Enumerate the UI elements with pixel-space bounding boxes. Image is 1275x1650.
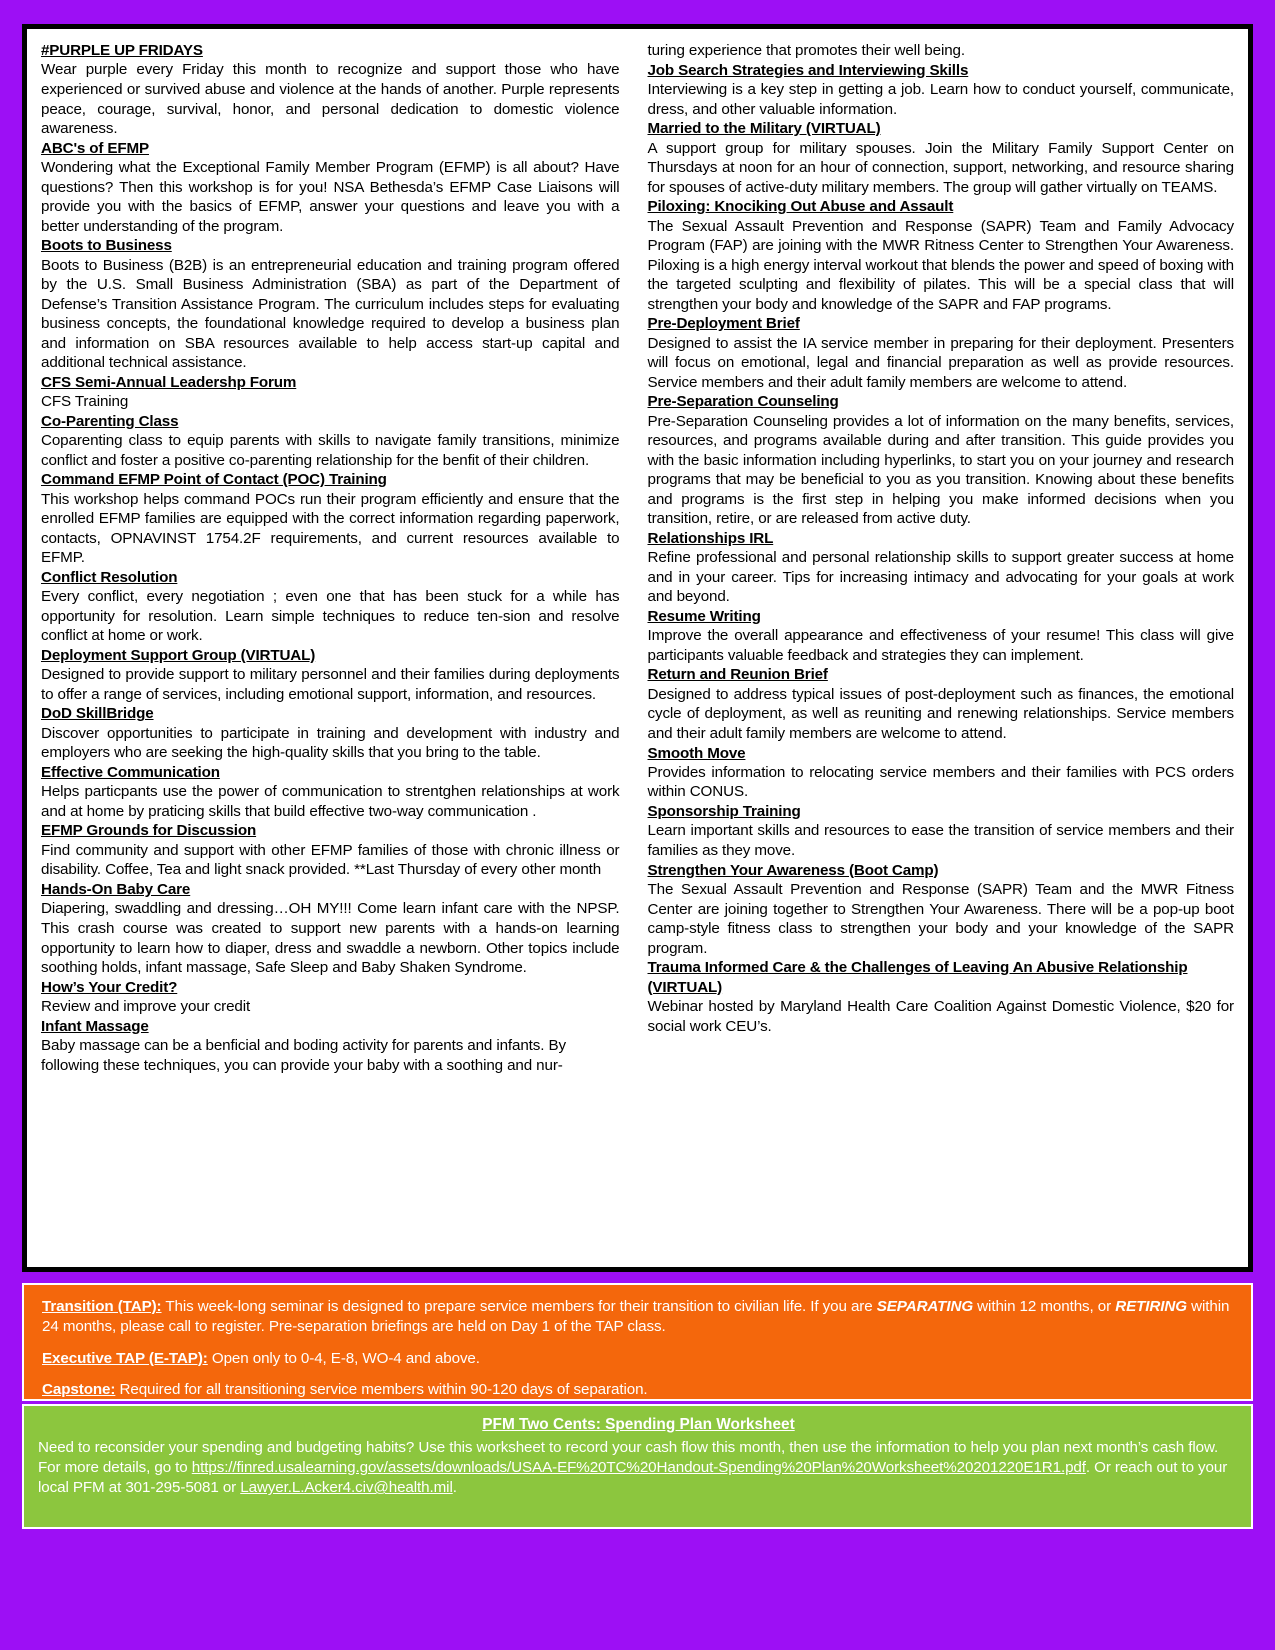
program-description: Boots to Business (B2B) is an entrepreneurial education and training program offered by the U.S. Small Business Administration (SBA) as part of the Department of Defense’s Transition Assistance Program. The curriculum includes steps for evaluating business concepts, the foundational knowledge required to develop a business plan and information on SBA resources available to help access start-up capital and additional technical assistance. (41, 256, 620, 372)
program-title: Hands-On Baby Care (41, 880, 191, 898)
transition-tap-text-2: within 12 months, or (973, 1298, 1116, 1315)
program-description: Coparenting class to equip parents with skills to navigate family transitions, minimize conflict and foster a positive co-parenting relationship for the benfit of their children. (41, 432, 620, 469)
program-entry (648, 607, 1235, 666)
program-description: The Sexual Assault Prevention and Response (SAPR) Team and the MWR Fitness Center are joining together to Strengthen Your Awareness. There will be a pop-up boot camp-style fitness class to strengthen your body and your knowledge of the SAPR program. (647, 880, 1234, 957)
program-description: Find community and support with other EFMP families of those with chronic illness or disability. Coffee, Tea and light snack provided. **Last Thursday of every other month (41, 841, 620, 879)
program-title: Command EFMP Point of Contact (POC) Training (41, 471, 387, 489)
pfm-body-text-1: Need to reconsider your spending and budgeting habits? Use this worksheet to record your cash flow this month, then use the information to help you plan next month’s cash flow. (38, 1439, 1219, 1456)
program-title: Sponsorship Training (647, 803, 801, 821)
program-entry (41, 412, 620, 471)
program-entry (41, 236, 620, 373)
separating-emphasis: SEPARATING (876, 1298, 974, 1315)
program-description: Discover opportunities to participate in training and development with industry and employers who are seeking the high-quality skills that you bring to the table. (41, 724, 620, 762)
retiring-emphasis: RETIRING (1115, 1298, 1187, 1315)
program-entry (648, 802, 1235, 861)
worksheet-link[interactable]: https://finred.usalearning.gov/assets/downloads/USAA-EF%20TC%20Handout-Spending%20Plan%20Worksheet%20201220E1R1.pdf (191, 1459, 1086, 1477)
program-entry (41, 1017, 620, 1076)
program-title: ABC's of EFMP (41, 139, 149, 157)
pfm-panel-title: PFM Two Cents: Spending Plan Worksheet (482, 1416, 795, 1433)
program-entry (648, 314, 1235, 392)
program-title: CFS Semi-Annual Leadershp Forum (41, 373, 297, 391)
pfm-body-text-3: . Or reach out to your local PFM at 301-295-5081 or (38, 1459, 1228, 1497)
program-description: Wear purple every Friday this month to recognize and support those who have experienced or survived abuse and violence at the hands of another. Purple represents peace, courage, survival, honor, and personal dedication to domestic violence awareness. (41, 61, 620, 138)
executive-tap-line (42, 1349, 1235, 1369)
program-description: Interviewing is a key step in getting a job. Learn how to conduct yourself, communicate, dress, and other valuable information. (647, 80, 1234, 118)
transition-tap-text-1: This week-long seminar is designed to prepare service members for their transition to civilian life. If you are (161, 1298, 877, 1315)
program-title: #PURPLE UP FRIDAYS (41, 42, 203, 59)
pfm-panel-details (38, 1458, 1239, 1498)
executive-tap-label: Executive TAP (E-TAP): (42, 1349, 208, 1367)
program-title: DoD SkillBridge (41, 705, 154, 723)
program-entry (41, 880, 620, 978)
program-entry (648, 61, 1235, 120)
program-title: Deployment Support Group (VIRTUAL) (41, 646, 316, 664)
program-entry (41, 978, 620, 1017)
two-column-layout (27, 29, 1248, 1267)
program-entry (648, 861, 1235, 959)
program-entry (41, 568, 620, 646)
program-entry (41, 821, 620, 880)
program-entry (648, 197, 1235, 314)
pfm-body-text-4: . (452, 1479, 457, 1497)
program-entry (41, 373, 620, 412)
program-title: Pre-Deployment Brief (647, 315, 800, 333)
transition-tap-label: Transition (TAP): (42, 1298, 162, 1315)
executive-tap-text: Open only to 0-4, E-8, WO-4 and above. (207, 1349, 480, 1367)
program-entry (41, 704, 620, 763)
program-description: Designed to address typical issues of post-deployment such as finances, the emotional cycle of deployment, as well as reuniting and renewing relationships. Service members and their adult family members are welcome to attend. (647, 685, 1234, 742)
program-title: Smooth Move (647, 744, 746, 762)
program-description: Webinar hosted by Maryland Health Care Coalition Against Domestic Violence, $20 for social work CEU’s. (647, 998, 1234, 1035)
pfm-body-text-2: For more details, go to (38, 1459, 192, 1477)
program-title: Infant Massage (41, 1017, 149, 1035)
program-description: turing experience that promotes their well being. (647, 42, 965, 59)
program-entry (41, 646, 620, 705)
capstone-line (42, 1380, 1235, 1400)
program-description: Improve the overall appearance and effectiveness of your resume! This class will give participants valuable feedback and strategies they can implement. (647, 627, 1234, 664)
program-entry (648, 958, 1235, 1036)
program-description: The Sexual Assault Prevention and Response (SAPR) Team and Family Advocacy Program (FAP) are joining with the MWR Ritness Center to Strengthen Your Awareness. Piloxing is a high energy interval workout that blends the power and speed of boxing with the targeted sculpting and flexibility of pilates. This will be a special class that will strengthen your body and knowledge of the SAPR and FAP programs. (647, 217, 1234, 313)
transition-tap-text-3: within 24 months, please call to register. Pre-separation briefings are held on Day 1 of the TAP class. (42, 1298, 1230, 1335)
program-entry (648, 119, 1235, 197)
program-entry (41, 139, 620, 237)
tap-info-panel (22, 1283, 1253, 1401)
program-description: Review and improve your credit (41, 998, 251, 1016)
pfm-panel (22, 1404, 1253, 1529)
program-title: Conflict Resolution (41, 568, 178, 586)
program-description: Helps particpants use the power of communication to strentghen relationships at work and at home by praticing skills that build effective two-way communication . (41, 783, 620, 820)
programs-card (22, 24, 1253, 1272)
capstone-label: Capstone: (42, 1381, 116, 1399)
capstone-text: Required for all transitioning service members within 90-120 days of separation. (115, 1381, 648, 1399)
program-entry-continuation (648, 41, 1235, 61)
program-title: EFMP Grounds for Discussion (41, 822, 257, 840)
program-entry (648, 744, 1235, 803)
program-description: Designed to assist the IA service member in preparing for their deployment. Presenters will focus on emotional, legal and financial preparation as well as provide resources. Service members and their adult family members are welcome to attend. (647, 334, 1234, 391)
program-title: Job Search Strategies and Interviewing Skills (647, 61, 969, 79)
program-title: Strengthen Your Awareness (Boot Camp) (647, 861, 939, 879)
program-description: A support group for military spouses. Join the Military Family Support Center on Thursdays at noon for an hour of connection, support, networking, and resource sharing for spouses of active-duty military members. The group will gather virtually on TEAMS. (647, 139, 1234, 196)
program-title: Return and Reunion Brief (647, 666, 828, 684)
pfm-panel-body (38, 1438, 1239, 1458)
program-description: CFS Training (41, 393, 129, 411)
program-title: Co-Parenting Class (41, 412, 179, 430)
program-title: Married to the Military (VIRTUAL) (647, 120, 881, 138)
program-title: Effective Communication (41, 763, 220, 781)
program-entry (648, 665, 1235, 743)
program-title: Resume Writing (647, 607, 761, 625)
program-description: Baby massage can be a benficial and boding activity for parents and infants. By following these techniques, you can provide your baby with a soothing and nur- (41, 1037, 566, 1074)
program-title: How’s Your Credit? (41, 978, 178, 996)
left-column (41, 41, 638, 1259)
program-title: Piloxing: Knociking Out Abuse and Assault (647, 198, 954, 216)
program-entry (41, 763, 620, 822)
program-entry (648, 392, 1235, 529)
program-title: Relationships IRL (647, 529, 774, 547)
program-title: Boots to Business (41, 237, 172, 255)
program-description: Designed to provide support to military personnel and their families during deployments to offer a range of services, including emotional support, information, and resources. (41, 666, 620, 703)
program-title: Pre-Separation Counseling (647, 393, 839, 411)
program-description: Diapering, swaddling and dressing…OH MY!!! Come learn infant care with the NPSP. This crash course was created to support new parents with a hands-on learning opportunity to learn how to diaper, dress and swaddle a newborn. Other topics include soothing holds, infant massage, Safe Sleep and Baby Shaken Syndrome. (41, 900, 620, 977)
right-column (638, 41, 1235, 1259)
program-entry (41, 470, 620, 568)
program-description: Every conflict, every negotiation ; even one that has been stuck for a while has opportunity for resolution. Learn simple techniques to reduce ten-sion and resolve conflict at home or work. (41, 588, 620, 645)
pfm-email-link[interactable]: Lawyer.L.Acker4.civ@health.mil (240, 1479, 453, 1497)
program-entry (648, 529, 1235, 607)
program-description: This workshop helps command POCs run their program efficiently and ensure that the enrolled EFMP families are equipped with the correct information regarding paperwork, contacts, OPNAVINST 1754.2F requirements, and current resources available to EFMP. (41, 490, 620, 567)
program-description: Refine professional and personal relationship skills to support greater success at home and in your career. Tips for increasing intimacy and advocating for your goals at work and beyond. (647, 549, 1234, 606)
program-description: Wondering what the Exceptional Family Member Program (EFMP) is all about? Have questions? Then this workshop is for you! NSA Bethesda’s EFMP Case Liaisons will provide you with the basics of EFMP, answer your questions and leave you with a better understanding of the program. (41, 159, 620, 235)
transition-tap-line (42, 1297, 1235, 1337)
program-description: Learn important skills and resources to ease the transition of service members and their families as they move. (647, 822, 1234, 859)
program-description: Pre-Separation Counseling provides a lot of information on the many benefits, services, resources, and programs available during and after transition. This guide provides you with the basic information including hyperlinks, to start you on your journey and research programs that may be beneficial to you as you transition. Knowing about these benefits and programs is the first step in helping you make informed decisions when you transition, retire, or are released from active duty. (647, 412, 1234, 528)
program-title: Trauma Informed Care & the Challenges of Leaving An Abusive Relationship (VIRTUAL) (647, 959, 1188, 996)
program-description: Provides information to relocating service members and their families with PCS orders within CONUS. (647, 763, 1234, 801)
program-entry (41, 41, 620, 139)
